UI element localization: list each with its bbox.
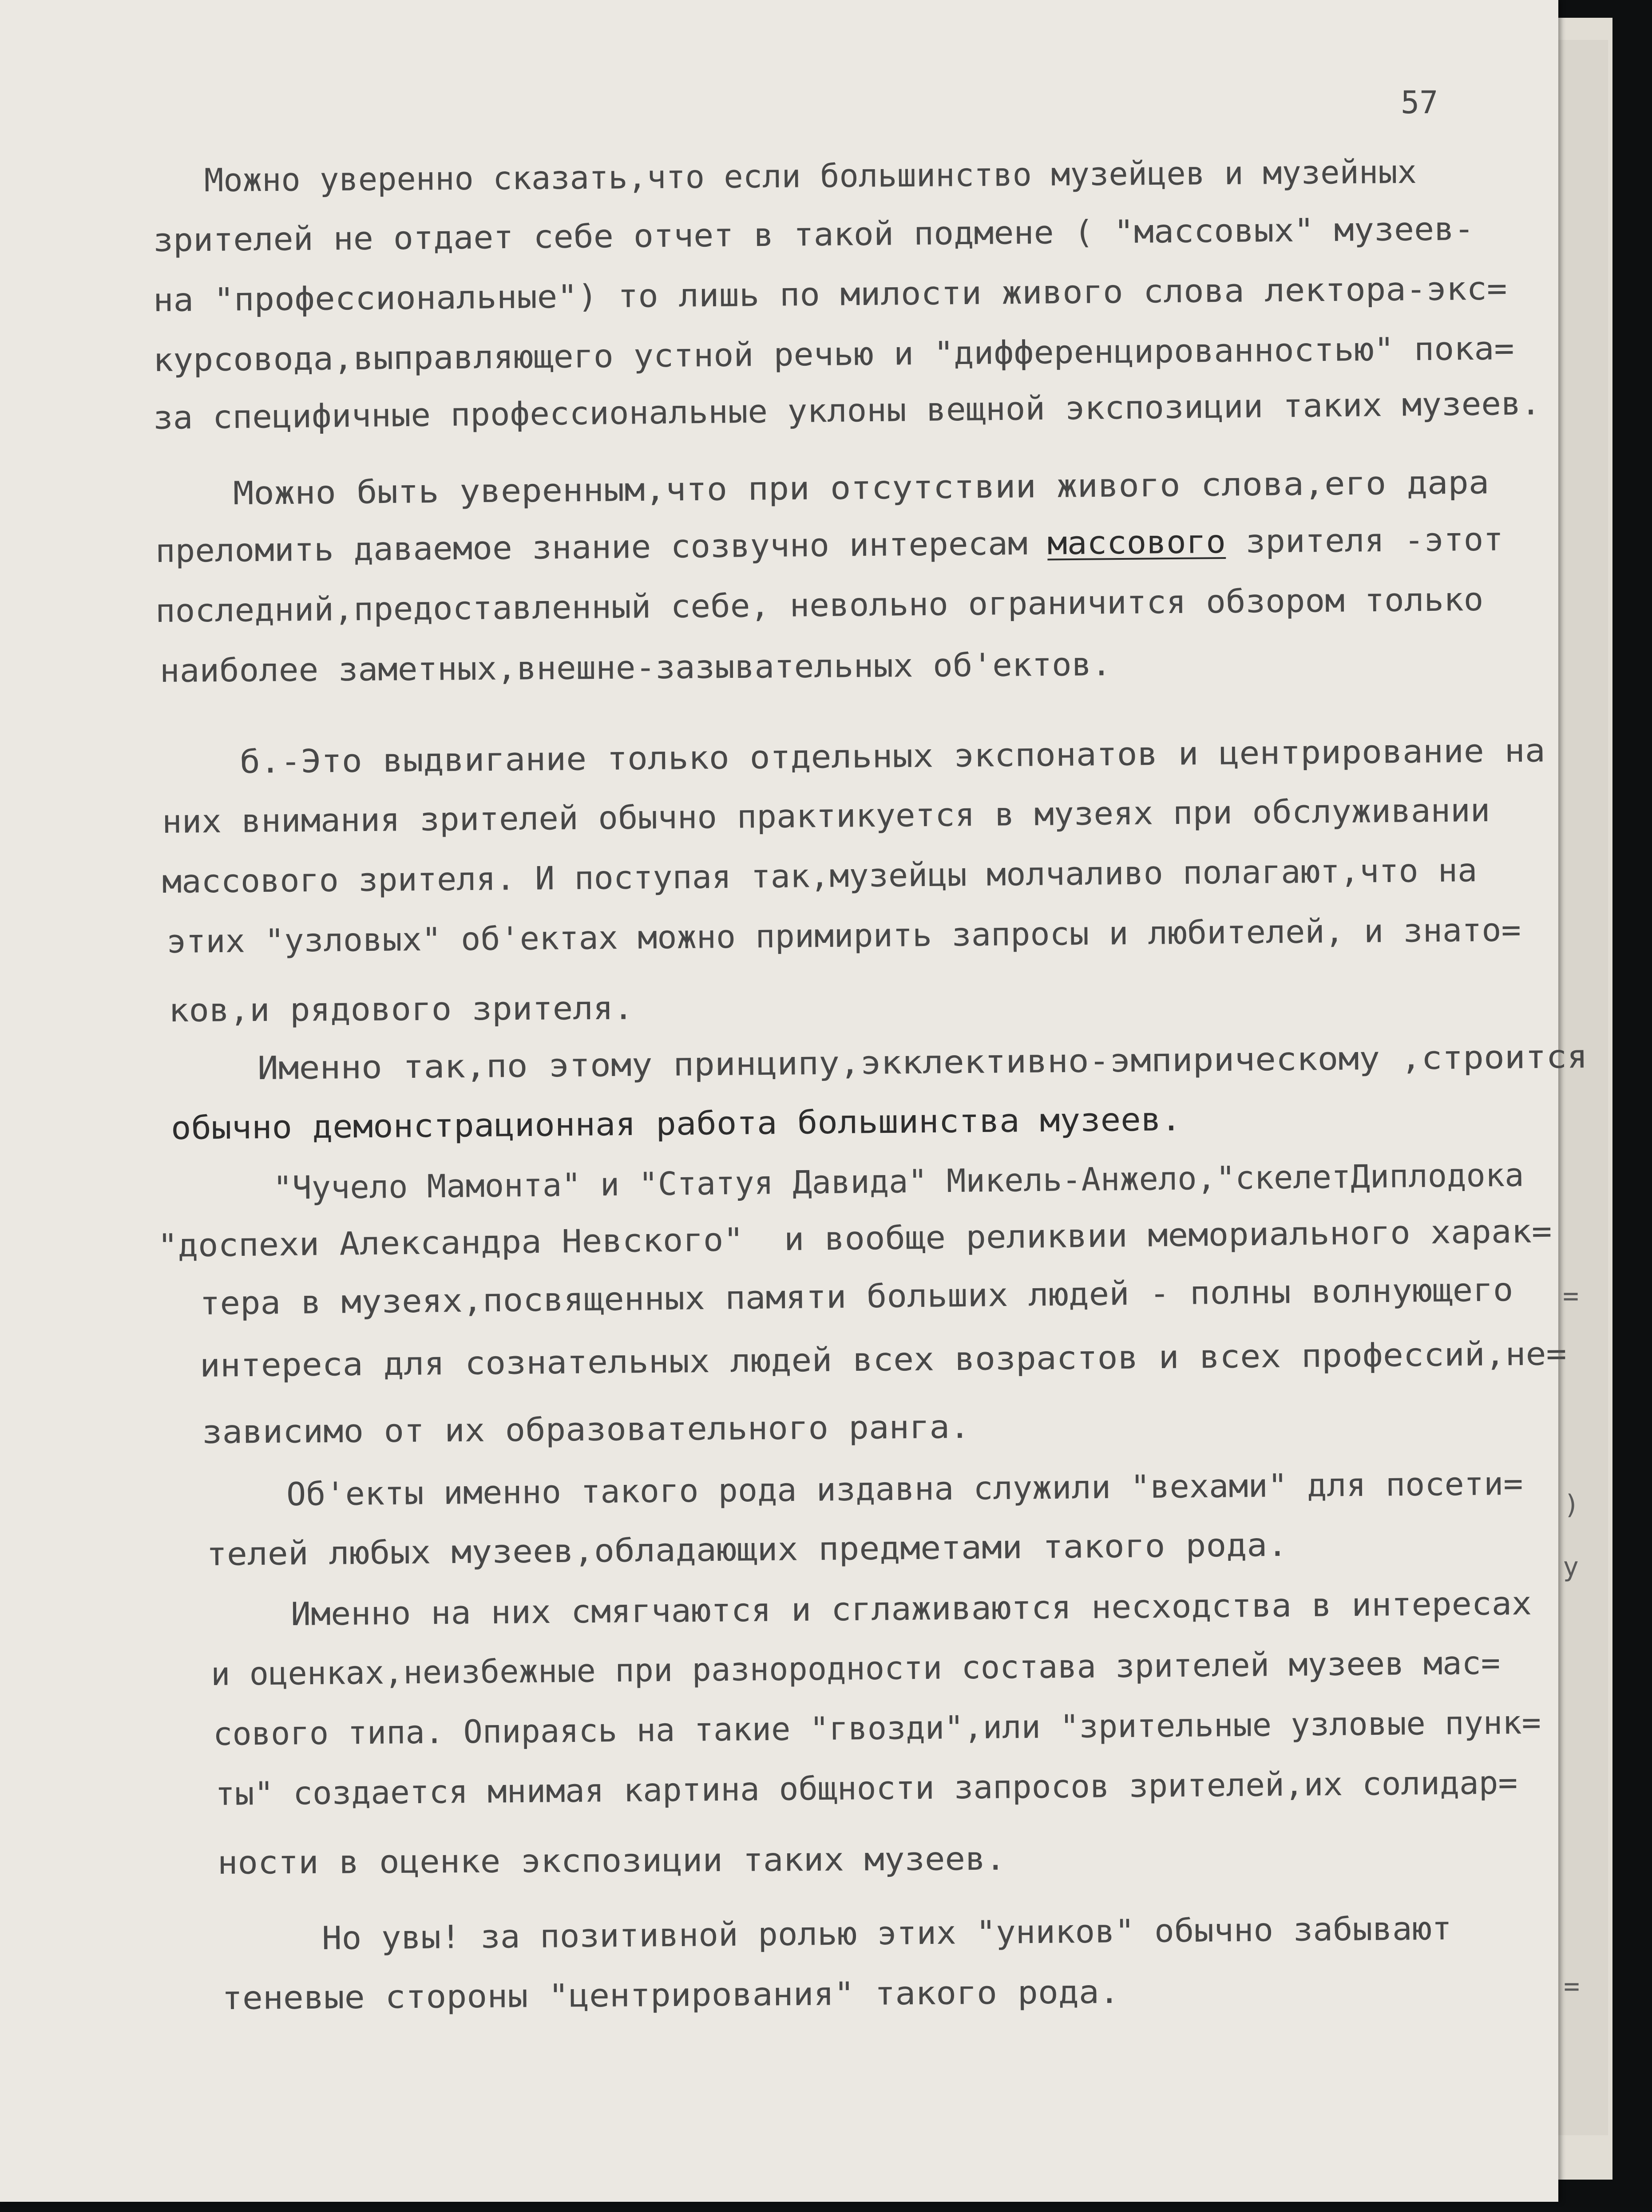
text-line: ности в оценке экспозиции таких музеев.: [217, 1840, 1006, 1881]
text-line: теневые стороны "центрирования" такого рода.: [222, 1973, 1120, 2017]
text-line: Об'екты именно такого рода издавна служили "вехами" для посети=: [286, 1464, 1523, 1513]
text-segment: преломить даваемое знание созвучно интересам: [155, 524, 1048, 570]
text-line: массового зрителя. И поступая так,музейцы молчаливо полагают,что на: [162, 851, 1478, 900]
text-line: курсовода,выправляющего устной речью и "дифференцированностью" пока=: [153, 329, 1514, 379]
text-line: Именно так,по этому принципу,экклективно-эмпирическому ,строится: [257, 1037, 1588, 1087]
text-line: Именно на них смягчаются и сглаживаются несходства в интересах: [290, 1584, 1532, 1633]
text-line: ков,и рядового зрителя.: [168, 989, 634, 1029]
text-line: зрителей не отдает себе отчет в такой подмене ( "массовых" музеев-: [153, 210, 1474, 259]
text-line: за специфичные профессиональные уклоны вещной экспозиции таких музеев.: [153, 384, 1541, 436]
text-line: ты" создается мнимая картина общности запросов зрителей,их солидар=: [215, 1764, 1518, 1812]
text-line: зависимо от их образовательного ранга.: [202, 1408, 970, 1451]
text-line: Но увы! за позитивной ролью этих "уников" обычно забывают: [321, 1909, 1452, 1957]
text-line: Можно уверенно сказать,что если большинство музейцев и музейных: [204, 153, 1417, 199]
text-line: б.-Это выдвигание только отдельных экспонатов и центрирование на: [239, 732, 1545, 780]
text-line: сового типа. Опираясь на такие "гвозди",или "зрительные узловые пунк=: [213, 1703, 1541, 1753]
text-line: интереса для сознательных людей всех возрастов и всех профессий,не=: [199, 1335, 1567, 1384]
text-line: и оценках,неизбежные при разнородности состава зрителей музеев мас=: [210, 1644, 1501, 1693]
underlying-sheet-mark: ): [1564, 1489, 1580, 1520]
underlined-word: массового: [1047, 522, 1226, 562]
text-line: этих "узловых" об'ектах можно примирить запросы и любителей, и знато=: [166, 911, 1521, 960]
underlying-sheet-mark: у: [1563, 1551, 1579, 1583]
text-line: них внимания зрителей обычно практикуется в музеях при обслуживании: [162, 791, 1490, 840]
underlying-sheet-mark: =: [1563, 1281, 1579, 1312]
text-line: телей любых музеев,обладающих предметами такого рода.: [206, 1526, 1288, 1573]
text-line: [155, 520, 1504, 570]
text-segment: зрителя -этот: [1225, 520, 1504, 560]
text-line: "доспехи Александра Невского" и вообще реликвии мемориального харак=: [157, 1212, 1552, 1264]
text-line: тера в музеях,посвященных памяти больших людей - полны волнующего: [199, 1271, 1513, 1322]
text-line: "Чучело Мамонта" и "Статуя Давида" Микель-Анжело,"скелетДиплодока: [273, 1156, 1524, 1207]
text-line: на "профессиональные") то лишь по милости живого слова лектора-экс=: [153, 269, 1507, 319]
text-line: наиболее заметных,внешне-зазывательных об'ектов.: [159, 645, 1112, 689]
text-line: обычно демонстрационная работа большинства музеев.: [170, 1100, 1182, 1147]
page-number: 57: [1401, 84, 1438, 121]
text-line: последний,предоставленный себе, невольно ограничится обзором только: [155, 580, 1484, 629]
text-line: Можно быть уверенным,что при отсутствии живого слова,его дара: [233, 463, 1490, 512]
underlying-sheet-mark: =: [1564, 1971, 1580, 2002]
